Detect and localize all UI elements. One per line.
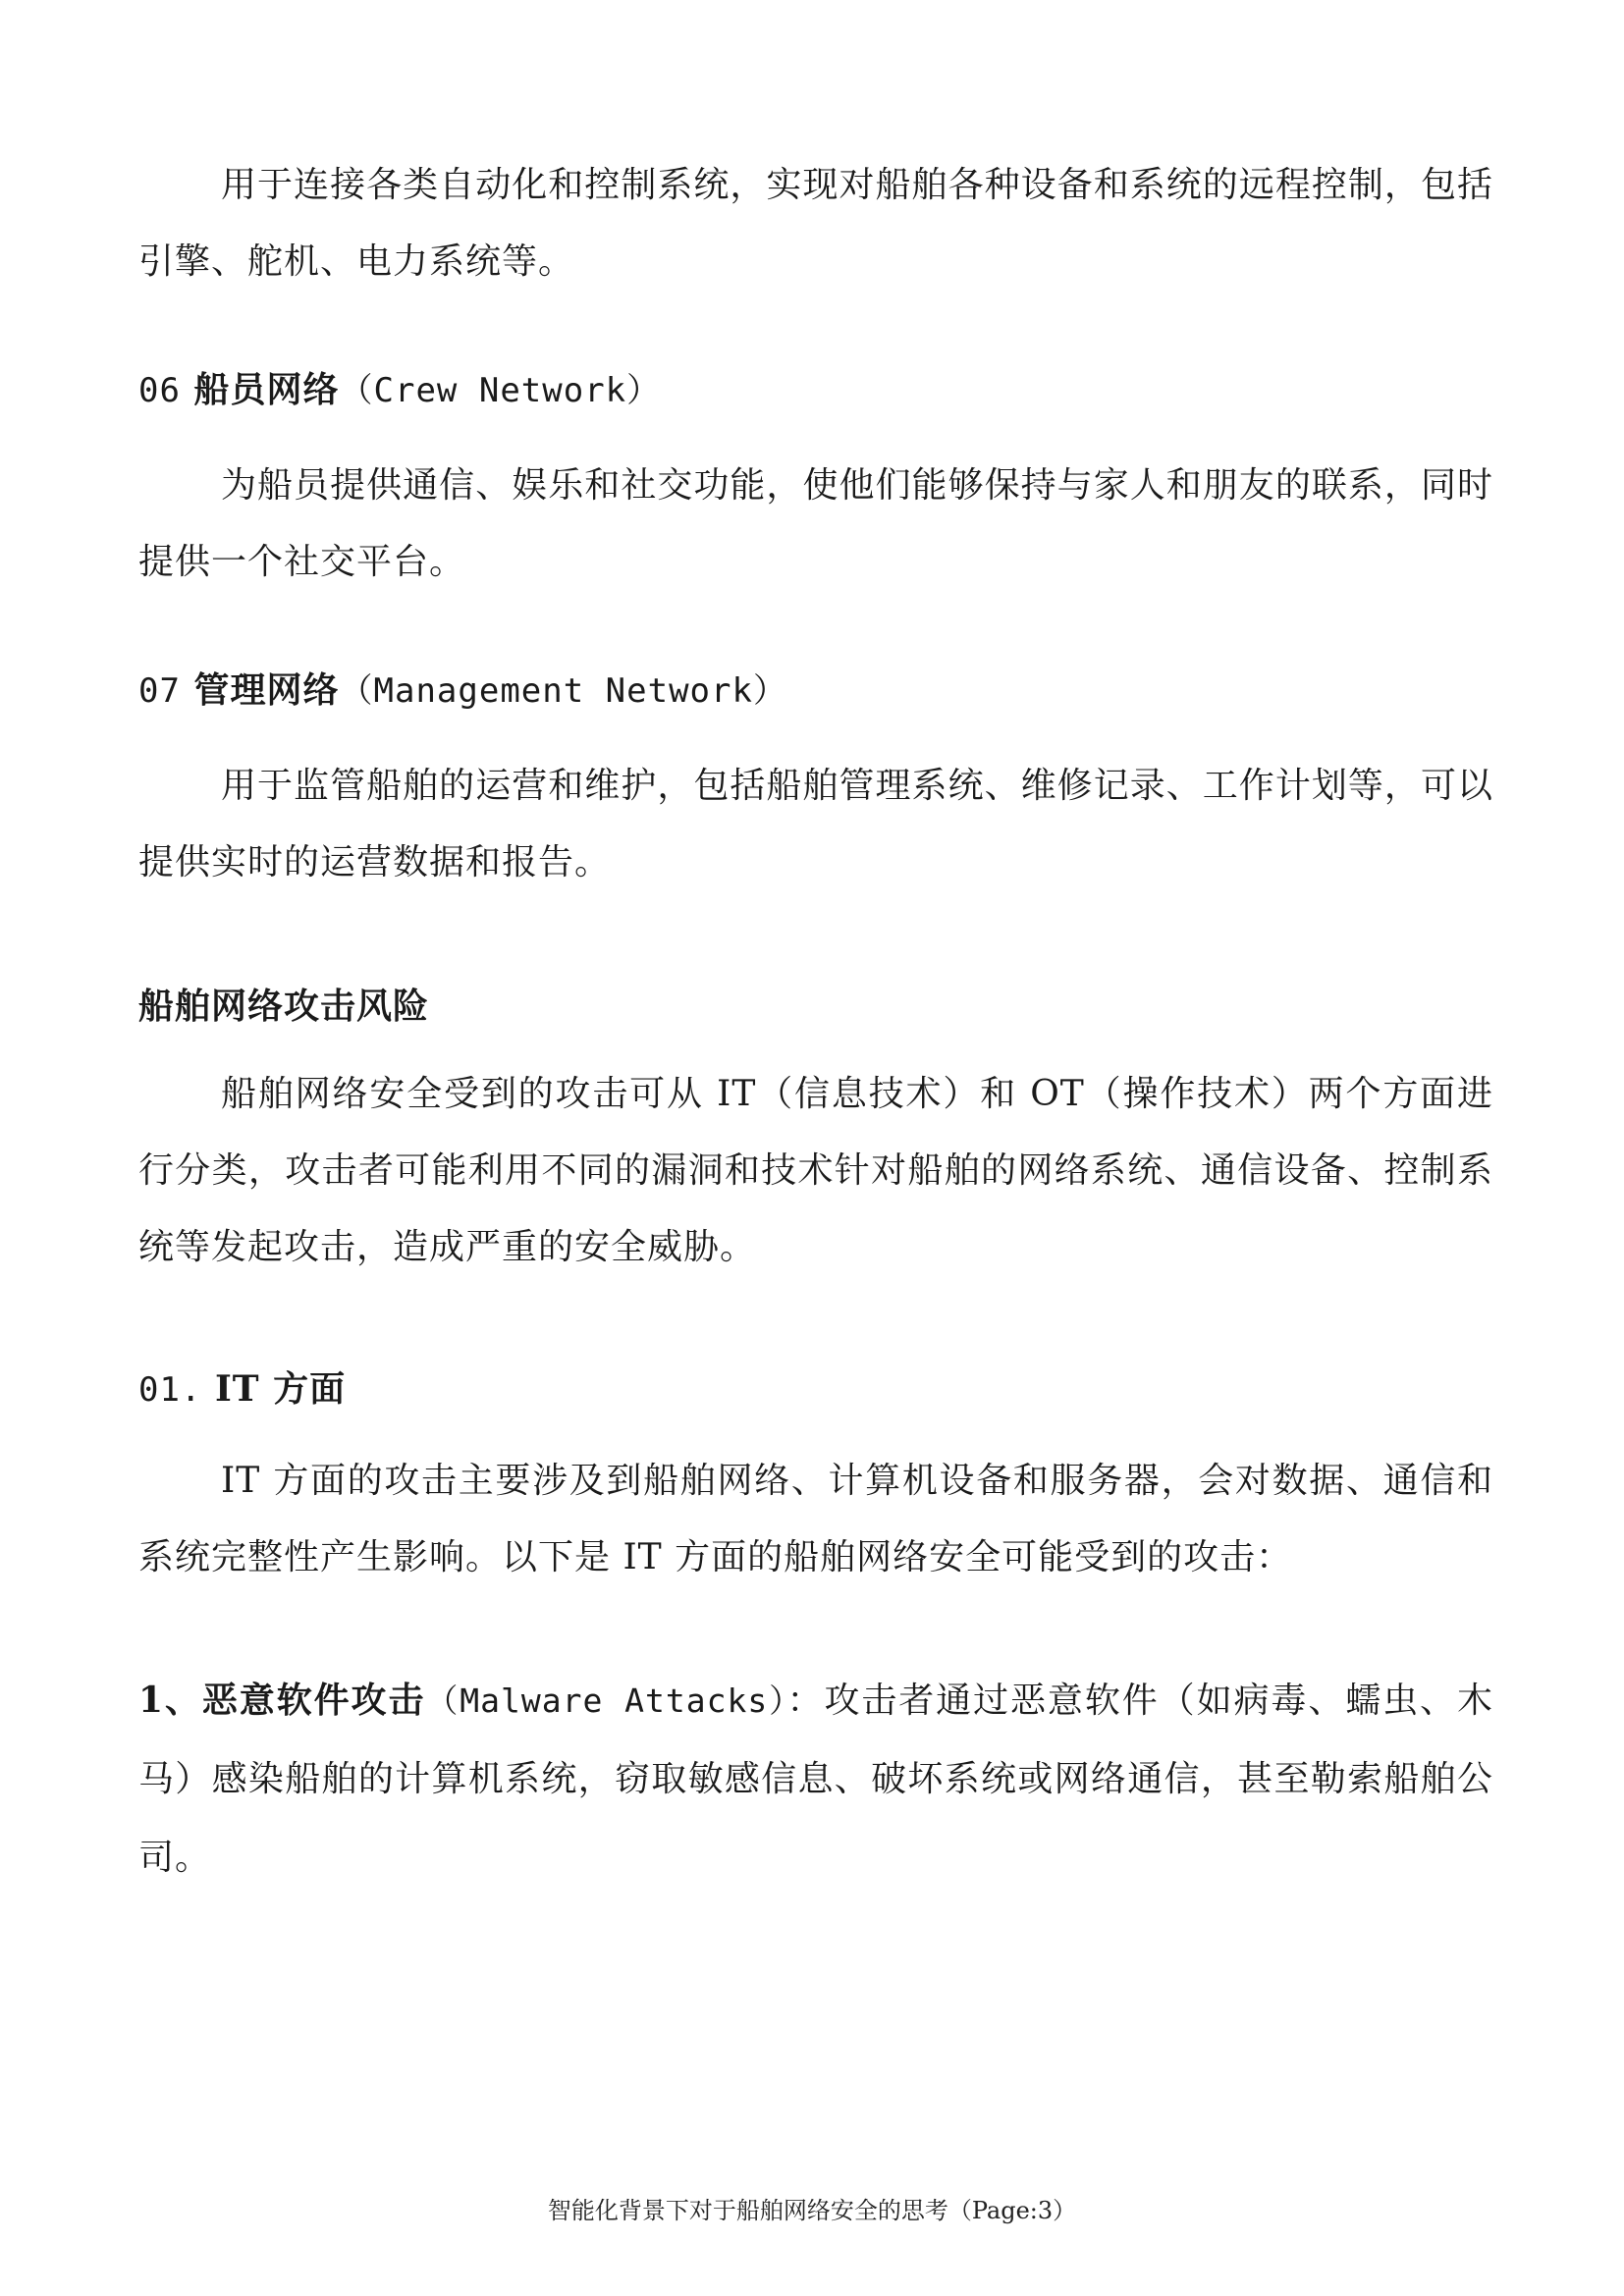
intro-paragraph: 用于连接各类自动化和控制系统，实现对船舶各种设备和系统的远程控制，包括引擎、舵机、电力系统等。 <box>138 165 1493 282</box>
it-section-heading <box>138 1364 1493 1415</box>
it-section-body: IT 方面的攻击主要涉及到船舶网络、计算机设备和服务器，会对数据、通信和系统完整性产生影响。以下是 IT 方面的船舶网络安全可能受到的攻击： <box>138 1461 1493 1577</box>
risk-section-heading: 船舶网络攻击风险 <box>138 986 430 1027</box>
page-footer: 智能化背景下对于船舶网络安全的思考（Page:3） <box>547 2197 1077 2224</box>
section-07-english-title: （Management Network） <box>339 671 787 711</box>
risk-section-body: 船舶网络安全受到的攻击可从 IT（信息技术）和 OT（操作技术）两个方面进行分类，攻击者可能利用不同的漏洞和技术针对船舶的网络系统、通信设备、控制系统等发起攻击，造成严重的安全威胁。 <box>138 1074 1493 1267</box>
section-07-title: 管理网络 <box>193 669 340 711</box>
attack-item-lead: 1、恶意软件攻击 <box>138 1680 426 1721</box>
section-06-english-title: （Crew Network） <box>339 371 662 410</box>
section-06-number: 06 <box>138 371 181 410</box>
section-06-body: 为船员提供通信、娱乐和社交功能，使他们能够保持与家人和朋友的联系，同时提供一个社交平台。 <box>138 465 1493 582</box>
section-07-number: 07 <box>138 671 181 711</box>
section-07-heading <box>138 666 1493 716</box>
attack-item-malware <box>138 1661 1493 1897</box>
section-07-body: 用于监管船舶的运营和维护，包括船舶管理系统、维修记录、工作计划等，可以提供实时的运营数据和报告。 <box>138 766 1493 882</box>
section-06-heading <box>138 365 1493 415</box>
attack-item-english: （Malware Attacks） <box>425 1682 787 1720</box>
attack-item-text: ：攻击者通过恶意软件（如病毒、蠕虫、木马）感染船舶的计算机系统，窃取敏感信息、破坏系统或网络通信，甚至勒索船舶公司。 <box>138 1681 1493 1878</box>
section-06-title: 船员网络 <box>193 369 340 410</box>
it-section-title: IT 方面 <box>214 1368 347 1410</box>
it-section-number: 01. <box>138 1370 202 1410</box>
